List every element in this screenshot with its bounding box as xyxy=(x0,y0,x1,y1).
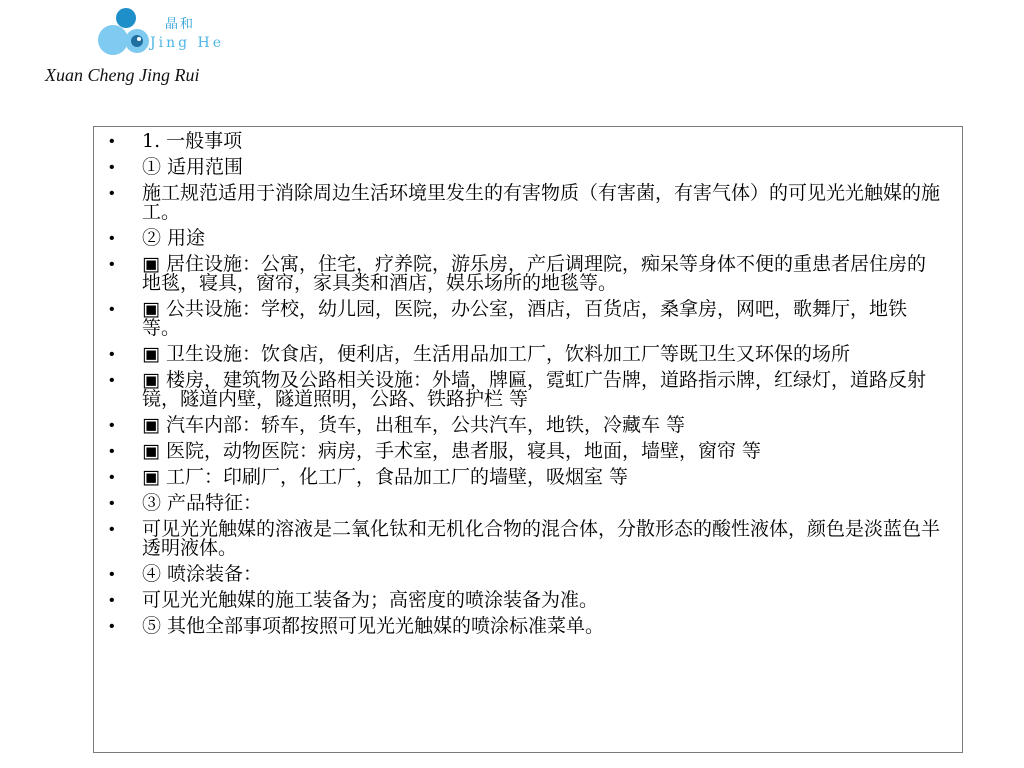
list-item-text: ① 适用范围 xyxy=(142,156,244,178)
list-item xyxy=(94,132,962,151)
list-item-text: 施工规范适用于消除周边生活环境里发生的有害物质（有害菌，有害气体）的可见光光触媒的施工。 xyxy=(142,182,941,223)
bullet-icon: • xyxy=(109,469,115,486)
bullet-icon: • xyxy=(109,618,115,635)
list-item-text: ▣ 卫生设施：饮食店，便利店，生活用品加工厂，饮料加工厂等既卫生又环保的场所 xyxy=(142,343,850,365)
list-item-text: ⑤ 其他全部事项都按照可见光光触媒的喷涂标准菜单。 xyxy=(142,615,605,637)
company-logo xyxy=(95,5,235,60)
bullet-icon: • xyxy=(109,592,115,609)
bullet-icon: • xyxy=(109,133,115,150)
list-item-text: ▣ 医院，动物医院：病房，手术室，患者服，寝具，地面，墙壁，窗帘 等 xyxy=(142,440,762,462)
bullet-icon: • xyxy=(109,301,115,318)
bullet-icon: • xyxy=(109,443,115,460)
list-item xyxy=(94,158,962,177)
list-item-text: ② 用途 xyxy=(142,227,206,249)
list-item xyxy=(94,442,962,461)
list-item-text: 1. 一般事项 xyxy=(142,130,243,152)
list-item-text: ④ 喷涂装备： xyxy=(142,563,263,585)
content-box xyxy=(93,126,963,753)
list-item xyxy=(94,300,962,338)
list-item-text: ▣ 楼房，建筑物及公路相关设施：外墙，牌匾，霓虹广告牌，道路指示牌，红绿灯，道路反射镜，隧道内壁，隧道照明，公路、铁路护栏 等 xyxy=(142,369,926,410)
list-item-text: ▣ 公共设施：学校，幼儿园，医院，办公室，酒店，百货店，桑拿房，网吧，歌舞厅，地铁等。 xyxy=(142,298,907,339)
bullet-icon: • xyxy=(109,372,115,389)
list-item xyxy=(94,229,962,248)
list-item-text: 可见光光触媒的施工装备为；高密度的喷涂装备为准。 xyxy=(142,589,599,611)
list-item-text: ▣ 汽车内部：轿车，货车，出租车，公共汽车，地铁，冷藏车 等 xyxy=(142,414,686,436)
bullet-icon: • xyxy=(109,230,115,247)
logo-mark-icon xyxy=(95,5,165,60)
bullet-icon: • xyxy=(109,185,115,202)
bullet-icon: • xyxy=(109,495,115,512)
list-item xyxy=(94,255,962,293)
list-item xyxy=(94,617,962,636)
bullet-icon: • xyxy=(109,256,115,273)
bullet-icon: • xyxy=(109,521,115,538)
list-item xyxy=(94,416,962,435)
logo-chinese-name: 晶和 xyxy=(165,17,196,32)
bullet-list xyxy=(94,132,962,643)
list-item xyxy=(94,565,962,584)
bullet-icon: • xyxy=(109,346,115,363)
list-item xyxy=(94,345,962,364)
list-item xyxy=(94,184,962,222)
list-item xyxy=(94,371,962,409)
list-item xyxy=(94,520,962,558)
list-item xyxy=(94,494,962,513)
list-item-text: 可见光光触媒的溶液是二氧化钛和无机化合物的混合体，分散形态的酸性液体，颜色是淡蓝色半透明液体。 xyxy=(142,518,941,559)
list-item xyxy=(94,468,962,487)
list-item-text: ③ 产品特征： xyxy=(142,492,263,514)
list-item-text: ▣ 居住设施：公寓，住宅，疗养院，游乐房，产后调理院，痴呆等身体不便的重患者居住房的地毯，寝具，窗帘，家具类和酒店，娱乐场所的地毯等。 xyxy=(142,253,926,294)
bullet-icon: • xyxy=(109,566,115,583)
list-item-text: ▣ 工厂：印刷厂，化工厂，食品加工厂的墙壁，吸烟室 等 xyxy=(142,466,629,488)
company-tagline: Xuan Cheng Jing Rui xyxy=(45,65,200,85)
bullet-icon: • xyxy=(109,159,115,176)
logo-english-name: Jing He xyxy=(150,35,225,51)
bullet-icon: • xyxy=(109,417,115,434)
list-item xyxy=(94,591,962,610)
